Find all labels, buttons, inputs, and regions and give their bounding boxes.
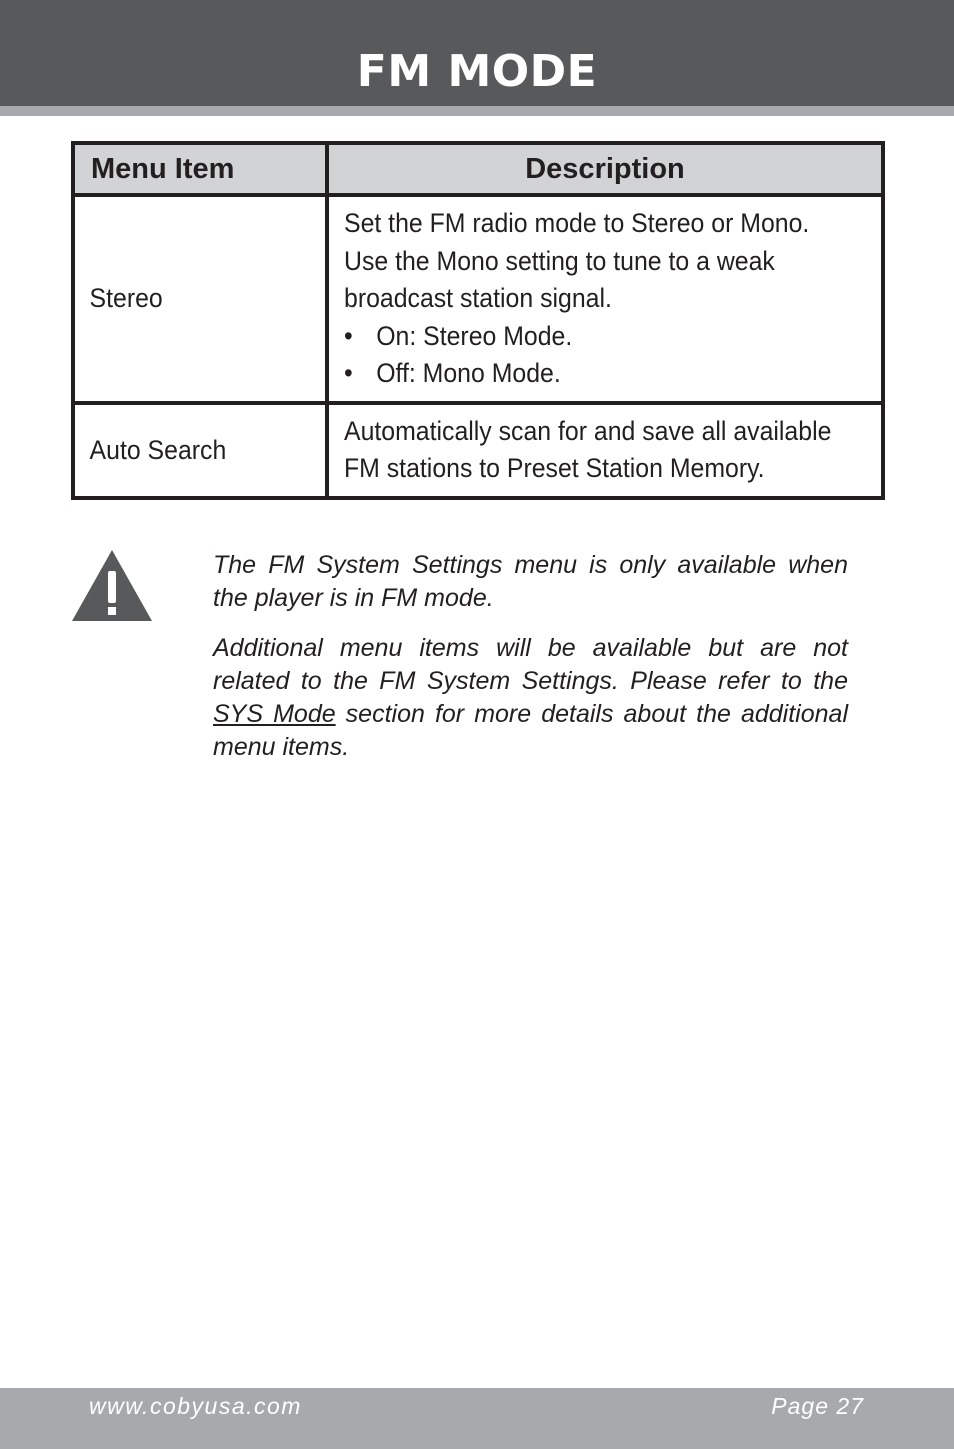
bullet-icon: • [344, 320, 353, 351]
bullet-text: Off: Mono Mode. [376, 358, 561, 388]
column-header-menu-item: Menu Item [73, 143, 327, 195]
note-text: section for more details about the additional menu items. [213, 700, 848, 761]
description-line: Use the Mono setting to tune to a weak [344, 245, 775, 276]
column-header-description: Description [327, 143, 883, 195]
table-row [73, 403, 883, 498]
footer-url: www.cobyusa.com [89, 1393, 302, 1419]
sys-mode-link[interactable]: SYS Mode [213, 700, 336, 728]
table-header-row [73, 143, 883, 195]
menu-item-stereo: Stereo [73, 195, 307, 403]
table-row [73, 195, 883, 403]
description-line: Automatically scan for and save all available [344, 415, 832, 446]
warning-icon [71, 549, 153, 622]
description-line: Set the FM radio mode to Stereo or Mono. [344, 208, 810, 238]
bullet-item [344, 355, 859, 393]
note-additional-items [213, 632, 848, 764]
note-text: Additional menu items will be available but are not related to the FM System Settings. Please refer to the [213, 634, 848, 695]
page-number: Page 27 [771, 1393, 864, 1419]
page-title: FM MODE [356, 46, 598, 97]
description-line: broadcast station signal. [344, 283, 612, 313]
bullet-icon: • [344, 358, 353, 388]
menu-item-auto-search: Auto Search [73, 403, 307, 498]
menu-table [71, 141, 885, 500]
header-stripe [0, 106, 954, 116]
bullet-item [344, 318, 859, 356]
note-fm-settings: The FM System Settings menu is only available when the player is in FM mode. [213, 551, 848, 612]
description-auto-search [327, 403, 883, 498]
description-line: FM stations to Preset Station Memory. [344, 453, 765, 483]
bullet-text: On: Stereo Mode. [376, 320, 573, 351]
description-stereo [327, 195, 883, 403]
